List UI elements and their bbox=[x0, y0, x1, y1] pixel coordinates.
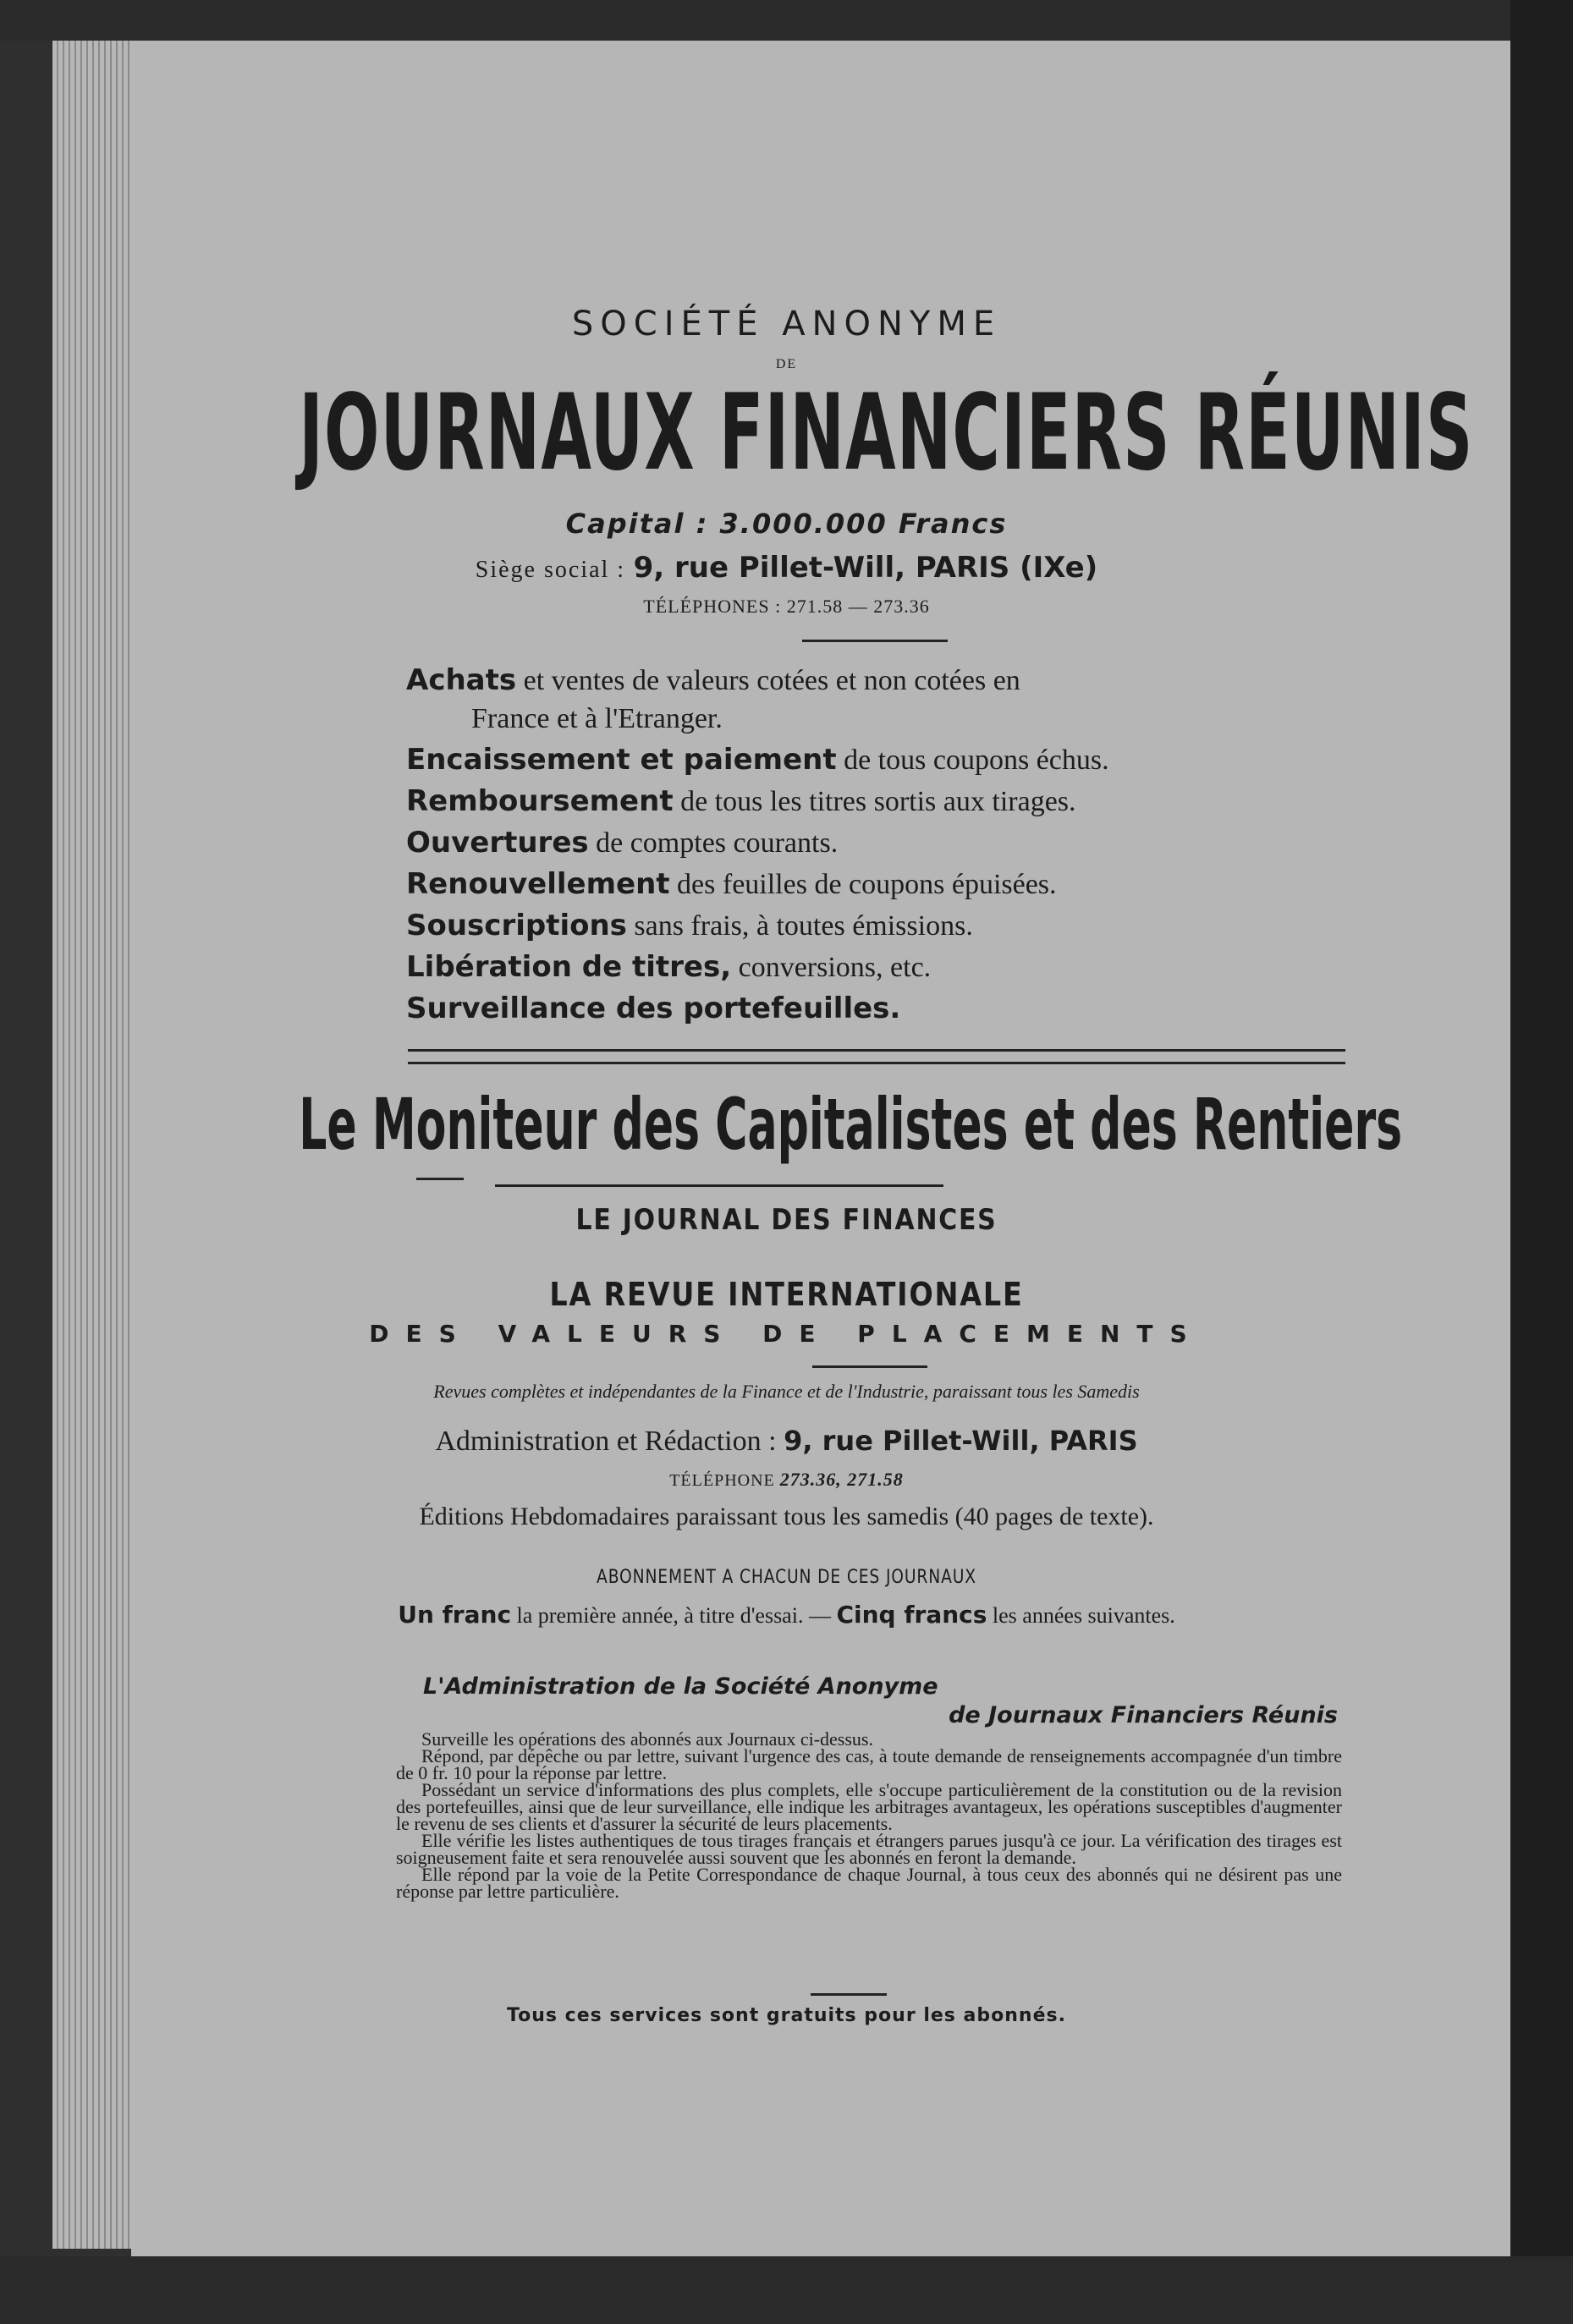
telephone-numbers: 273.36, 271.58 bbox=[779, 1469, 904, 1490]
publications-divider bbox=[812, 1365, 927, 1368]
un-franc-text: la première année, à titre d'essai. — bbox=[511, 1603, 837, 1628]
service-item bbox=[406, 822, 1371, 864]
service-item bbox=[406, 905, 1371, 947]
moniteur-flourish bbox=[416, 1178, 464, 1180]
service-item bbox=[406, 947, 1371, 988]
service-text: et ventes de valeurs cotées et non cotées en bbox=[516, 665, 1020, 696]
societe-anonyme-heading: SOCIÉTÉ ANONYME bbox=[571, 305, 1002, 343]
administration-paragraph: Possédant un service d'informations des plus complets, elle s'occupe particulièrement de la constitution ou de la revision des portefeuilles, ainsi que de leur surveillance, elle indique les arbitrages avantageux, les opérations susceptibles d'augmenter le revenu de ses clients et d'assurer la sécurité de leurs placements. bbox=[396, 1779, 1342, 1834]
service-item bbox=[406, 864, 1371, 905]
service-item bbox=[406, 660, 1371, 701]
service-continuation: France et à l'Etranger. bbox=[471, 703, 723, 734]
scan-top-border bbox=[0, 0, 1573, 41]
section-double-rule bbox=[408, 1049, 1345, 1064]
telephone-line bbox=[0, 1469, 1573, 1491]
moniteur-underline bbox=[495, 1184, 943, 1187]
journal-des-finances: LE JOURNAL DES FINANCES bbox=[575, 1203, 998, 1237]
un-franc: Un franc bbox=[398, 1601, 512, 1629]
service-text: sans frais, à toutes émissions. bbox=[626, 910, 973, 942]
scan-bottom-border bbox=[0, 2256, 1573, 2324]
service-item bbox=[406, 781, 1371, 822]
cinq-francs: Cinq francs bbox=[836, 1601, 987, 1629]
services-gratuits-footer: Tous ces services sont gratuits pour les abonnés. bbox=[507, 2005, 1066, 2026]
service-bold: Souscriptions bbox=[406, 909, 627, 942]
pricing-line bbox=[0, 1601, 1573, 1629]
revue-internationale: LA REVUE INTERNATIONALE bbox=[549, 1276, 1024, 1313]
service-bold: Surveillance des portefeuilles. bbox=[406, 992, 901, 1025]
admin-label: Administration et Rédaction : bbox=[435, 1426, 777, 1457]
capital-line: Capital : 3.000.000 Francs bbox=[565, 508, 1008, 540]
administration-text bbox=[396, 1728, 1342, 1902]
services-list bbox=[406, 660, 1371, 1030]
siege-social-line bbox=[0, 548, 1573, 585]
service-bold: Renouvellement bbox=[406, 867, 670, 901]
administration-heading-2: de Journaux Financiers Réunis bbox=[949, 1702, 1338, 1728]
service-item bbox=[406, 988, 1371, 1030]
revues-note: Revues complètes et indépendantes de la Finance et de l'Industrie, paraissant tous les Samedis bbox=[433, 1381, 1140, 1402]
administration-paragraph: Elle répond par la voie de la Petite Correspondance de chaque Journal, à tous ceux des abonnés qui ne désirent pas une réponse par lettre particulière. bbox=[396, 1864, 1342, 1902]
service-text: conversions, etc. bbox=[731, 952, 932, 983]
service-text: de tous les titres sortis aux tirages. bbox=[673, 786, 1076, 817]
telephone-label: TÉLÉPHONE bbox=[669, 1471, 775, 1490]
administration-paragraph: Surveille les opérations des abonnés aux Journaux ci-dessus. bbox=[421, 1728, 873, 1750]
de-label: DE bbox=[775, 357, 798, 371]
siege-address: 9, rue Pillet-Will, PARIS (IXe) bbox=[633, 551, 1098, 585]
service-text: de tous coupons échus. bbox=[836, 744, 1109, 776]
administration-paragraph: Répond, par dépêche ou par lettre, suivant l'urgence des cas, à toute demande de renseignements accompagnée d'un timbre de 0 fr. 10 pour la réponse par lettre. bbox=[396, 1745, 1342, 1783]
cinq-francs-text: les années suivantes. bbox=[987, 1603, 1175, 1628]
header-divider bbox=[802, 640, 948, 642]
telephones-line: TÉLÉPHONES : 271.58 — 273.36 bbox=[643, 596, 930, 617]
footer-divider bbox=[811, 1993, 887, 1996]
service-bold: Ouvertures bbox=[406, 826, 589, 860]
siege-label: Siège social : bbox=[475, 557, 626, 583]
service-item bbox=[406, 739, 1371, 781]
service-text: de comptes courants. bbox=[588, 827, 839, 859]
service-bold: Libération de titres, bbox=[406, 950, 732, 984]
editions-line: Éditions Hebdomadaires paraissant tous les samedis (40 pages de texte). bbox=[419, 1503, 1154, 1530]
administration-heading-1: L'Administration de la Société Anonyme bbox=[423, 1673, 938, 1700]
administration-line bbox=[0, 1425, 1573, 1458]
service-bold: Remboursement bbox=[406, 784, 674, 818]
moniteur-title: Le Moniteur des Capitalistes et des Rentiers bbox=[299, 1083, 1403, 1166]
service-bold: Achats bbox=[406, 663, 517, 697]
valeurs-de-placements: DES VALEURS DE PLACEMENTS bbox=[369, 1320, 1204, 1348]
scan-right-border bbox=[1510, 0, 1573, 2324]
abonnement-heading: ABONNEMENT A CHACUN DE CES JOURNAUX bbox=[597, 1567, 976, 1588]
admin-address: 9, rue Pillet-Will, PARIS bbox=[784, 1425, 1138, 1457]
administration-paragraph: Elle vérifie les listes authentiques de tous tirages français et étrangers parues jusqu'à ce jour. La vérification des tirages est soigneusement faite et sera renouvelée aussi souvent que les abonnés en feront la demande. bbox=[396, 1830, 1342, 1868]
service-text: des feuilles de coupons épuisées. bbox=[669, 869, 1057, 900]
company-title: JOURNAUX FINANCIERS RÉUNIS bbox=[299, 372, 1474, 494]
service-bold: Encaissement et paiement bbox=[406, 743, 837, 777]
